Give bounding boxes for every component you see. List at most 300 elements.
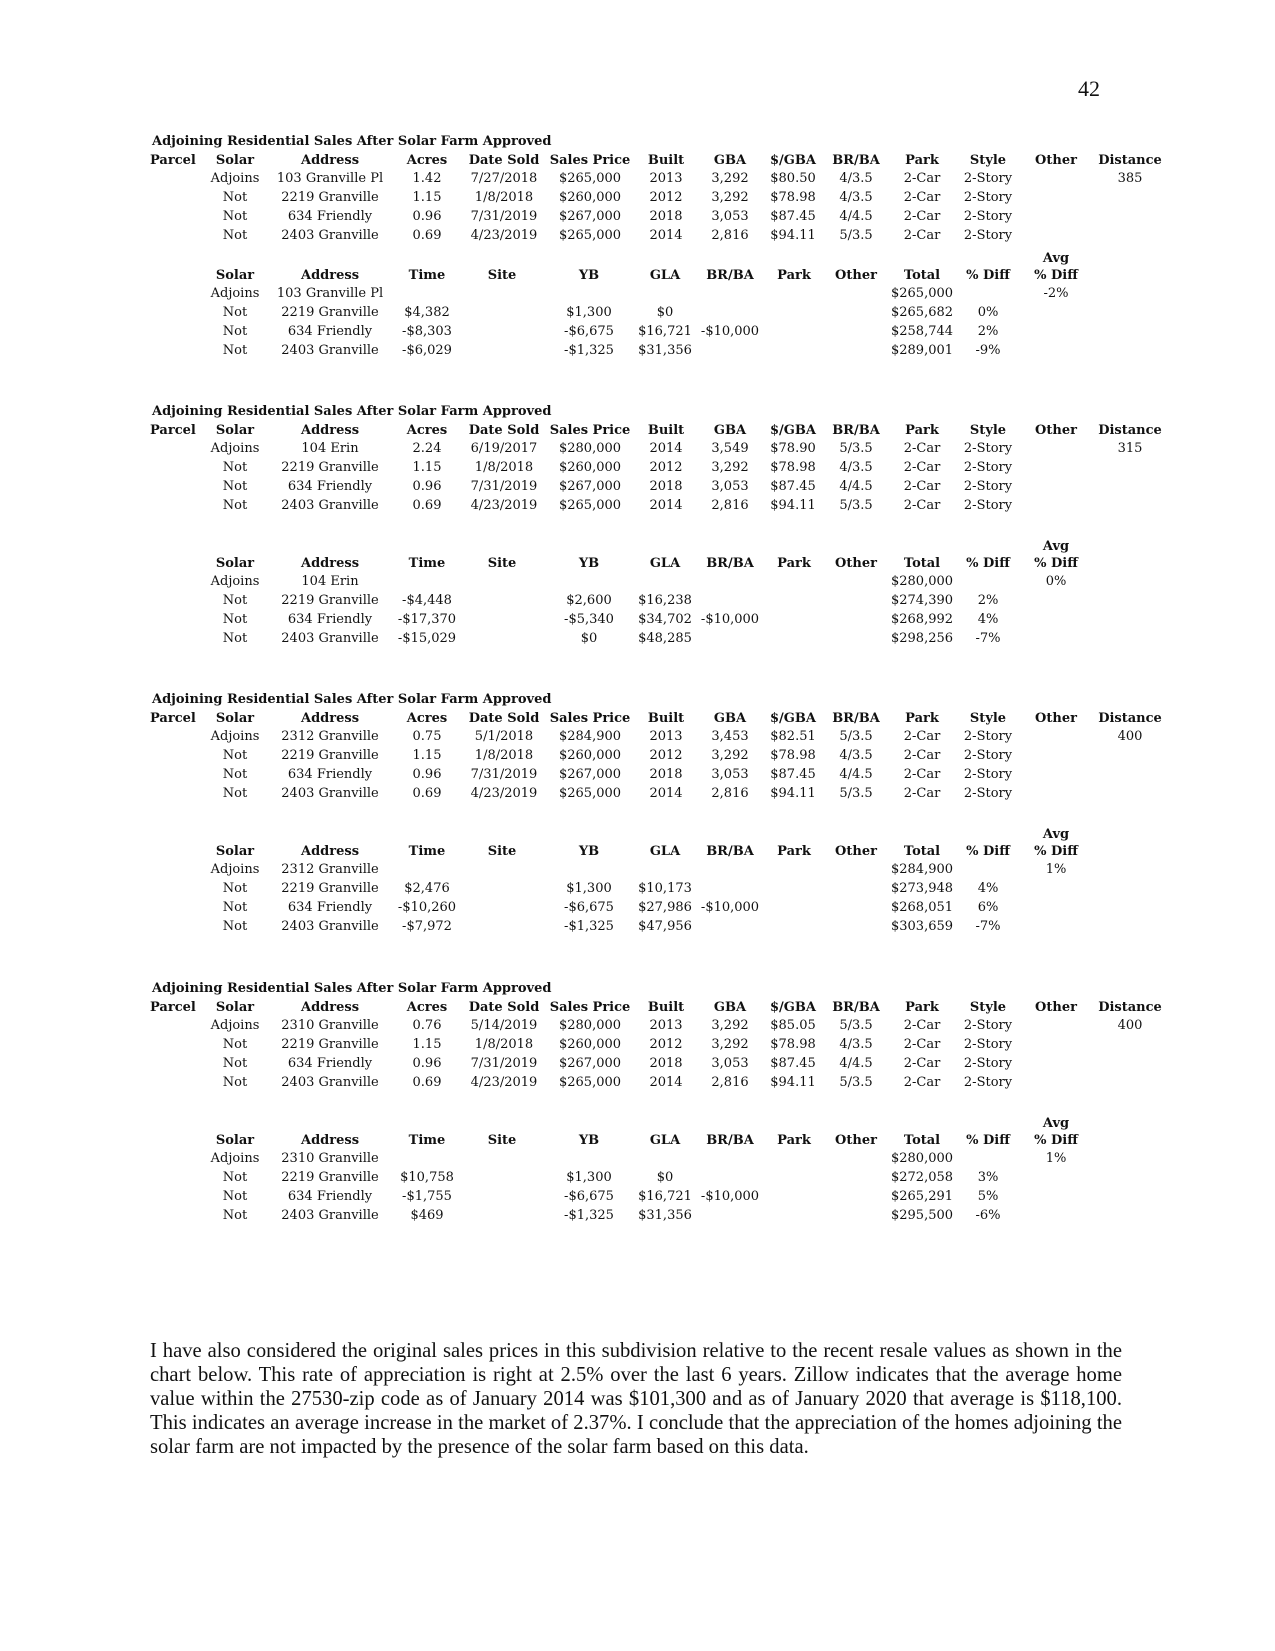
header-per-gba: $/GBA (770, 1000, 816, 1015)
sales-cell-acres: 0.96 (412, 209, 442, 224)
sales-cell-br-ba: 5/3.5 (839, 441, 873, 456)
adj-cell-address: 634 Friendly (287, 612, 373, 627)
sales-cell-br-ba: 4/4.5 (839, 209, 873, 224)
adj-header-park: Park (777, 844, 811, 859)
sales-cell-sales-price: $260,000 (558, 460, 622, 475)
header-park: Park (905, 1000, 939, 1015)
sales-cell-solar: Not (222, 228, 248, 243)
sales-cell-solar: Not (222, 460, 248, 475)
sales-cell-sales-price: $280,000 (558, 441, 622, 456)
header-avg-label: Avg (1042, 539, 1070, 554)
sales-block (0, 404, 1275, 674)
adj-cell-yb: $1,300 (566, 1170, 612, 1185)
adj-cell-solar: Not (222, 612, 248, 627)
adj-cell-gla: $0 (656, 1170, 674, 1185)
adj-cell-yb: -$6,675 (564, 900, 614, 915)
adj-cell-address: 634 Friendly (287, 324, 373, 339)
adj-header-site: Site (487, 1133, 517, 1148)
sales-cell-address: 2403 Granville (281, 498, 379, 513)
sales-cell-sales-price: $284,900 (558, 729, 622, 744)
sales-cell-park: 2-Car (903, 190, 941, 205)
sales-cell-gba: 3,292 (711, 171, 749, 186)
sales-cell-acres: 1.42 (412, 171, 442, 186)
adj-cell-solar: Not (222, 631, 248, 646)
sales-cell-date-sold: 7/31/2019 (470, 479, 538, 494)
header-date-sold: Date Sold (468, 423, 540, 438)
sales-cell-address: 103 Granville Pl (276, 171, 384, 186)
header-parcel: Parcel (150, 153, 196, 168)
sales-cell-built: 2014 (649, 1075, 683, 1090)
sales-cell-solar: Not (222, 786, 248, 801)
adj-cell-yb: -$6,675 (564, 1189, 614, 1204)
sales-block (0, 134, 1275, 404)
sales-cell-address: 2312 Granville (281, 729, 379, 744)
adj-cell-address: 2312 Granville (281, 862, 379, 877)
adj-cell-address: 2403 Granville (281, 631, 379, 646)
sales-cell-park: 2-Car (903, 786, 941, 801)
sales-cell-date-sold: 1/8/2018 (474, 1037, 534, 1052)
sales-cell-style: 2-Story (963, 767, 1013, 782)
adj-cell-solar: Not (222, 593, 248, 608)
header-distance: Distance (1098, 153, 1162, 168)
sales-cell-built: 2018 (649, 479, 683, 494)
adj-header-gla: GLA (649, 844, 681, 859)
adj-header-yb: YB (578, 1133, 600, 1148)
adj-header-total: Total (903, 1133, 941, 1148)
sales-cell-solar: Not (222, 479, 248, 494)
adj-cell-time: -$17,370 (397, 612, 457, 627)
header-sales-price: Sales Price (549, 1000, 631, 1015)
header-solar: Solar (215, 1000, 255, 1015)
sales-cell-sales-price: $260,000 (558, 190, 622, 205)
sales-cell-style: 2-Story (963, 479, 1013, 494)
header-parcel: Parcel (150, 423, 196, 438)
header-avg-label: Avg (1042, 827, 1070, 842)
header-distance: Distance (1098, 1000, 1162, 1015)
adj-header-other: Other (835, 556, 877, 571)
adj-cell-avg-pct-diff: 0% (1045, 574, 1067, 589)
sales-cell-sales-price: $265,000 (558, 228, 622, 243)
adj-header-address: Address (300, 268, 360, 283)
sales-cell-address: 2403 Granville (281, 228, 379, 243)
sales-cell-acres: 1.15 (412, 1037, 442, 1052)
sales-cell-solar: Adjoins (210, 441, 260, 456)
block-title: Adjoining Residential Sales After Solar Farm Approved (152, 134, 552, 149)
sales-cell-date-sold: 5/1/2018 (474, 729, 534, 744)
sales-cell-acres: 0.96 (412, 1056, 442, 1071)
adj-cell-gla: $16,238 (638, 593, 692, 608)
adj-header-site: Site (487, 556, 517, 571)
sales-cell-park: 2-Car (903, 498, 941, 513)
sales-cell-gba: 3,292 (711, 748, 749, 763)
sales-cell-address: 634 Friendly (287, 767, 373, 782)
sales-cell-acres: 0.96 (412, 767, 442, 782)
adj-cell-total: $280,000 (890, 574, 954, 589)
adj-cell-br-ba: -$10,000 (700, 612, 760, 627)
header-solar: Solar (215, 423, 255, 438)
header-solar: Solar (215, 153, 255, 168)
adj-cell-address: 103 Granville Pl (276, 286, 384, 301)
sales-cell-park: 2-Car (903, 1018, 941, 1033)
adj-header-yb: YB (578, 844, 600, 859)
adj-cell-yb: $0 (580, 631, 598, 646)
header-sales-price: Sales Price (549, 423, 631, 438)
adj-header-total: Total (903, 844, 941, 859)
sales-cell-gba: 3,292 (711, 1037, 749, 1052)
adj-cell-gla: $31,356 (638, 1208, 692, 1223)
sales-cell-date-sold: 7/31/2019 (470, 1056, 538, 1071)
sales-cell-per-gba: $87.45 (770, 209, 816, 224)
adj-cell-solar: Not (222, 881, 248, 896)
sales-cell-br-ba: 4/3.5 (839, 1037, 873, 1052)
header-parcel: Parcel (150, 1000, 196, 1015)
adj-cell-gla: $31,356 (638, 343, 692, 358)
sales-cell-style: 2-Story (963, 171, 1013, 186)
sales-cell-park: 2-Car (903, 1056, 941, 1071)
sales-cell-per-gba: $87.45 (770, 479, 816, 494)
adj-header-site: Site (487, 844, 517, 859)
adj-cell-gla: $16,721 (638, 324, 692, 339)
adj-cell-avg-pct-diff: 1% (1045, 862, 1067, 877)
header-acres: Acres (406, 423, 448, 438)
sales-cell-sales-price: $265,000 (558, 1075, 622, 1090)
sales-cell-solar: Not (222, 209, 248, 224)
sales-cell-distance: 385 (1117, 171, 1143, 186)
sales-cell-address: 2219 Granville (281, 1037, 379, 1052)
sales-cell-park: 2-Car (903, 460, 941, 475)
adj-cell-yb: -$6,675 (564, 324, 614, 339)
adj-header-solar: Solar (215, 1133, 255, 1148)
header-built: Built (647, 1000, 685, 1015)
sales-cell-per-gba: $87.45 (770, 1056, 816, 1071)
adj-cell-pct-diff: 0% (977, 305, 999, 320)
sales-cell-style: 2-Story (963, 1018, 1013, 1033)
sales-cell-per-gba: $82.51 (770, 729, 816, 744)
adj-cell-gla: $48,285 (638, 631, 692, 646)
sales-cell-date-sold: 5/14/2019 (470, 1018, 538, 1033)
header-solar: Solar (215, 711, 255, 726)
header-style: Style (969, 1000, 1007, 1015)
sales-cell-date-sold: 7/31/2019 (470, 209, 538, 224)
sales-cell-sales-price: $267,000 (558, 209, 622, 224)
sales-cell-acres: 1.15 (412, 748, 442, 763)
adj-header-total: Total (903, 268, 941, 283)
header-date-sold: Date Sold (468, 711, 540, 726)
adj-cell-solar: Not (222, 343, 248, 358)
sales-cell-date-sold: 4/23/2019 (470, 786, 538, 801)
adj-cell-time: -$8,303 (402, 324, 452, 339)
sales-cell-br-ba: 5/3.5 (839, 1018, 873, 1033)
header-style: Style (969, 711, 1007, 726)
sales-cell-br-ba: 4/3.5 (839, 171, 873, 186)
adj-cell-pct-diff: -6% (975, 1208, 1001, 1223)
adj-cell-pct-diff: -7% (975, 919, 1001, 934)
adj-header-other: Other (835, 268, 877, 283)
sales-cell-per-gba: $94.11 (770, 1075, 816, 1090)
sales-cell-style: 2-Story (963, 1037, 1013, 1052)
sales-cell-park: 2-Car (903, 1075, 941, 1090)
adj-cell-solar: Not (222, 1189, 248, 1204)
sales-cell-built: 2014 (649, 786, 683, 801)
sales-cell-sales-price: $280,000 (558, 1018, 622, 1033)
sales-cell-gba: 3,292 (711, 460, 749, 475)
adj-header-avg-pct-diff: % Diff (1034, 268, 1078, 283)
header-other: Other (1035, 711, 1077, 726)
sales-cell-address: 2219 Granville (281, 190, 379, 205)
header-distance: Distance (1098, 711, 1162, 726)
header-built: Built (647, 711, 685, 726)
sales-cell-sales-price: $265,000 (558, 786, 622, 801)
header-style: Style (969, 153, 1007, 168)
adj-cell-total: $258,744 (890, 324, 954, 339)
adj-cell-total: $289,001 (890, 343, 954, 358)
sales-cell-solar: Not (222, 190, 248, 205)
adj-header-pct-diff: % Diff (966, 1133, 1010, 1148)
sales-cell-br-ba: 5/3.5 (839, 228, 873, 243)
sales-cell-per-gba: $78.98 (770, 460, 816, 475)
sales-cell-address: 634 Friendly (287, 479, 373, 494)
header-style: Style (969, 423, 1007, 438)
sales-cell-per-gba: $94.11 (770, 498, 816, 513)
header-other: Other (1035, 153, 1077, 168)
sales-cell-br-ba: 4/4.5 (839, 1056, 873, 1071)
sales-cell-built: 2012 (649, 748, 683, 763)
adj-header-total: Total (903, 556, 941, 571)
adj-cell-time: $469 (410, 1208, 444, 1223)
sales-cell-acres: 0.96 (412, 479, 442, 494)
sales-cell-style: 2-Story (963, 786, 1013, 801)
header-sales-price: Sales Price (549, 711, 631, 726)
sales-cell-per-gba: $78.98 (770, 190, 816, 205)
sales-cell-built: 2013 (649, 1018, 683, 1033)
sales-cell-acres: 0.69 (412, 228, 442, 243)
sales-cell-date-sold: 7/27/2018 (470, 171, 538, 186)
sales-cell-park: 2-Car (903, 1037, 941, 1052)
adj-cell-total: $280,000 (890, 1151, 954, 1166)
sales-cell-acres: 2.24 (412, 441, 442, 456)
sales-cell-address: 634 Friendly (287, 1056, 373, 1071)
adj-header-time: Time (408, 1133, 446, 1148)
header-avg-label: Avg (1042, 1116, 1070, 1131)
sales-cell-built: 2012 (649, 1037, 683, 1052)
sales-cell-br-ba: 4/4.5 (839, 479, 873, 494)
sales-cell-built: 2013 (649, 729, 683, 744)
header-per-gba: $/GBA (770, 153, 816, 168)
header-parcel: Parcel (150, 711, 196, 726)
adj-cell-time: -$1,755 (402, 1189, 452, 1204)
sales-cell-address: 634 Friendly (287, 209, 373, 224)
sales-cell-sales-price: $265,000 (558, 171, 622, 186)
adj-header-pct-diff: % Diff (966, 556, 1010, 571)
sales-cell-style: 2-Story (963, 209, 1013, 224)
adj-header-br-ba: BR/BA (706, 556, 754, 571)
header-br-ba: BR/BA (832, 153, 880, 168)
sales-cell-park: 2-Car (903, 767, 941, 782)
sales-cell-style: 2-Story (963, 1075, 1013, 1090)
adj-cell-solar: Adjoins (210, 574, 260, 589)
sales-cell-solar: Not (222, 748, 248, 763)
sales-cell-br-ba: 5/3.5 (839, 729, 873, 744)
adj-cell-yb: -$1,325 (564, 919, 614, 934)
sales-cell-solar: Not (222, 1037, 248, 1052)
sales-cell-per-gba: $78.90 (770, 441, 816, 456)
sales-cell-park: 2-Car (903, 228, 941, 243)
adj-cell-address: 2219 Granville (281, 305, 379, 320)
sales-cell-date-sold: 4/23/2019 (470, 1075, 538, 1090)
adj-cell-pct-diff: 5% (977, 1189, 999, 1204)
sales-cell-style: 2-Story (963, 1056, 1013, 1071)
adj-cell-time: -$15,029 (397, 631, 457, 646)
sales-cell-address: 2310 Granville (281, 1018, 379, 1033)
adj-cell-time: $2,476 (404, 881, 450, 896)
adj-cell-time: -$4,448 (402, 593, 452, 608)
sales-cell-style: 2-Story (963, 460, 1013, 475)
adj-cell-time: $4,382 (404, 305, 450, 320)
header-date-sold: Date Sold (468, 153, 540, 168)
sales-cell-gba: 2,816 (711, 498, 749, 513)
adj-cell-address: 634 Friendly (287, 1189, 373, 1204)
sales-cell-built: 2013 (649, 171, 683, 186)
sales-cell-built: 2018 (649, 209, 683, 224)
sales-cell-date-sold: 4/23/2019 (470, 228, 538, 243)
adj-cell-total: $265,000 (890, 286, 954, 301)
sales-cell-solar: Not (222, 1056, 248, 1071)
sales-cell-sales-price: $260,000 (558, 1037, 622, 1052)
header-br-ba: BR/BA (832, 423, 880, 438)
sales-cell-br-ba: 5/3.5 (839, 498, 873, 513)
adj-cell-gla: $27,986 (638, 900, 692, 915)
adj-header-avg-pct-diff: % Diff (1034, 556, 1078, 571)
adj-header-avg-pct-diff: % Diff (1034, 1133, 1078, 1148)
adj-header-solar: Solar (215, 268, 255, 283)
adj-cell-br-ba: -$10,000 (700, 324, 760, 339)
sales-cell-br-ba: 4/3.5 (839, 460, 873, 475)
header-gba: GBA (713, 153, 747, 168)
sales-cell-style: 2-Story (963, 190, 1013, 205)
sales-cell-br-ba: 4/4.5 (839, 767, 873, 782)
sales-cell-per-gba: $87.45 (770, 767, 816, 782)
sales-cell-park: 2-Car (903, 171, 941, 186)
sales-cell-br-ba: 5/3.5 (839, 786, 873, 801)
header-address: Address (300, 153, 360, 168)
adj-cell-time: -$6,029 (402, 343, 452, 358)
sales-cell-acres: 0.69 (412, 1075, 442, 1090)
sales-cell-solar: Adjoins (210, 171, 260, 186)
sales-cell-gba: 3,053 (711, 209, 749, 224)
sales-cell-solar: Not (222, 1075, 248, 1090)
sales-cell-style: 2-Story (963, 748, 1013, 763)
adj-header-park: Park (777, 268, 811, 283)
sales-cell-sales-price: $265,000 (558, 498, 622, 513)
adj-header-address: Address (300, 556, 360, 571)
header-address: Address (300, 423, 360, 438)
sales-cell-gba: 3,053 (711, 479, 749, 494)
header-gba: GBA (713, 1000, 747, 1015)
sales-cell-address: 2219 Granville (281, 460, 379, 475)
sales-cell-date-sold: 1/8/2018 (474, 748, 534, 763)
sales-cell-date-sold: 1/8/2018 (474, 460, 534, 475)
sales-cell-date-sold: 1/8/2018 (474, 190, 534, 205)
sales-cell-sales-price: $267,000 (558, 767, 622, 782)
sales-cell-built: 2014 (649, 498, 683, 513)
sales-cell-gba: 3,053 (711, 767, 749, 782)
adj-cell-yb: $1,300 (566, 881, 612, 896)
header-date-sold: Date Sold (468, 1000, 540, 1015)
sales-cell-park: 2-Car (903, 729, 941, 744)
adj-cell-solar: Not (222, 900, 248, 915)
adj-cell-pct-diff: 4% (977, 881, 999, 896)
adj-cell-total: $274,390 (890, 593, 954, 608)
header-address: Address (300, 711, 360, 726)
sales-cell-address: 2403 Granville (281, 1075, 379, 1090)
adj-cell-solar: Not (222, 305, 248, 320)
sales-cell-per-gba: $78.98 (770, 1037, 816, 1052)
sales-cell-acres: 0.69 (412, 498, 442, 513)
adj-header-br-ba: BR/BA (706, 844, 754, 859)
sales-cell-br-ba: 4/3.5 (839, 748, 873, 763)
header-other: Other (1035, 423, 1077, 438)
adj-cell-address: 2310 Granville (281, 1151, 379, 1166)
adj-cell-total: $265,291 (890, 1189, 954, 1204)
header-br-ba: BR/BA (832, 711, 880, 726)
sales-cell-gba: 3,292 (711, 190, 749, 205)
adj-cell-pct-diff: 6% (977, 900, 999, 915)
adj-header-avg-pct-diff: % Diff (1034, 844, 1078, 859)
sales-cell-acres: 0.76 (412, 1018, 442, 1033)
header-acres: Acres (406, 153, 448, 168)
adj-cell-total: $268,051 (890, 900, 954, 915)
sales-cell-gba: 2,816 (711, 1075, 749, 1090)
sales-cell-built: 2018 (649, 1056, 683, 1071)
sales-cell-address: 2403 Granville (281, 786, 379, 801)
header-built: Built (647, 423, 685, 438)
adj-cell-address: 104 Erin (301, 574, 359, 589)
adj-header-pct-diff: % Diff (966, 268, 1010, 283)
sales-cell-style: 2-Story (963, 498, 1013, 513)
sales-cell-distance: 400 (1117, 1018, 1143, 1033)
sales-cell-built: 2018 (649, 767, 683, 782)
sales-cell-address: 104 Erin (301, 441, 359, 456)
adj-header-br-ba: BR/BA (706, 268, 754, 283)
sales-cell-sales-price: $267,000 (558, 479, 622, 494)
header-per-gba: $/GBA (770, 711, 816, 726)
header-acres: Acres (406, 711, 448, 726)
adj-cell-total: $295,500 (890, 1208, 954, 1223)
sales-cell-acres: 1.15 (412, 460, 442, 475)
sales-cell-park: 2-Car (903, 479, 941, 494)
sales-cell-acres: 0.75 (412, 729, 442, 744)
header-built: Built (647, 153, 685, 168)
adj-cell-address: 2403 Granville (281, 343, 379, 358)
adj-header-gla: GLA (649, 1133, 681, 1148)
adj-header-park: Park (777, 556, 811, 571)
sales-block (0, 692, 1275, 962)
header-br-ba: BR/BA (832, 1000, 880, 1015)
adj-cell-pct-diff: 2% (977, 324, 999, 339)
sales-cell-style: 2-Story (963, 729, 1013, 744)
sales-cell-park: 2-Car (903, 748, 941, 763)
header-sales-price: Sales Price (549, 153, 631, 168)
block-title: Adjoining Residential Sales After Solar Farm Approved (152, 404, 552, 419)
sales-cell-date-sold: 4/23/2019 (470, 498, 538, 513)
adj-cell-gla: $47,956 (638, 919, 692, 934)
adj-header-gla: GLA (649, 268, 681, 283)
adj-header-time: Time (408, 556, 446, 571)
sales-cell-date-sold: 7/31/2019 (470, 767, 538, 782)
adj-cell-solar: Adjoins (210, 286, 260, 301)
adj-cell-br-ba: -$10,000 (700, 1189, 760, 1204)
adj-cell-yb: $2,600 (566, 593, 612, 608)
